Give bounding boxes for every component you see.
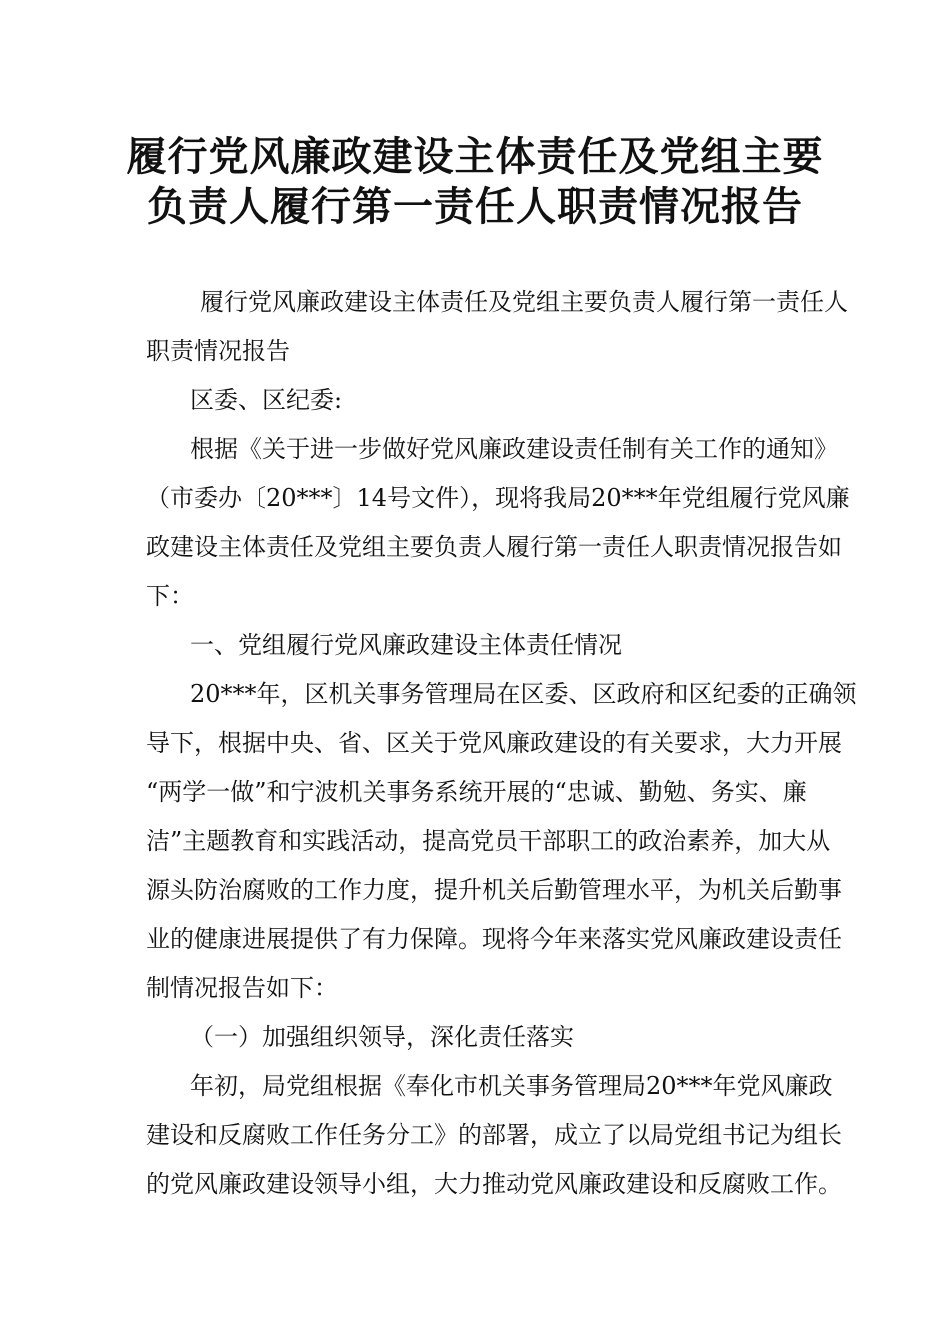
body-line-12: 洁”主题教育和实践活动，提高党员干部职工的政治素养，加大从 [146,827,831,855]
body-line-1: 履行党风廉政建设主体责任及党组主要负责人履行第一责任人 [200,288,848,316]
body-line-15: 制情况报告如下： [146,974,338,1002]
body-line-4: 根据《关于进一步做好党风廉政建设责任制有关工作的通知》 [190,435,838,463]
body-line-13: 源头防治腐败的工作力度，提升机关后勤管理水平，为机关后勤事 [146,876,842,904]
body-line-19: 的党风廉政建设领导小组，大力推动党风廉政建设和反腐败工作。 [146,1170,842,1198]
salutation: 区委、区纪委: [190,386,343,414]
body-line-10: 导下，根据中央、省、区关于党风廉政建设的有关要求，大力开展 [146,729,842,757]
body-line-18: 建设和反腐败工作任务分工》的部署，成立了以局党组书记为组长 [146,1121,842,1149]
body-line-7: 下： [146,582,194,610]
section-heading-1: 一、党组履行党风廉政建设主体责任情况 [190,631,622,659]
body-line-17: 年初，局党组根据《奉化市机关事务管理局20***年党风廉政 [190,1072,833,1100]
body-line-11: “两学一做”和宁波机关事务系统开展的“忠诚、勤勉、务实、廉 [146,778,807,806]
body-line-14: 业的健康进展提供了有力保障。现将今年来落实党风廉政建设责任 [146,925,842,953]
body-line-2: 职责情况报告 [146,337,290,365]
subsection-heading-1: （一）加强组织领导，深化责任落实 [190,1023,574,1051]
body-line-6: 政建设主体责任及党组主要负责人履行第一责任人职责情况报告如 [146,533,842,561]
document-title-line-1: 履行党风廉政建设主体责任及党组主要 [126,134,824,180]
body-line-5: （市委办〔20***〕14号文件），现将我局20***年党组履行党风廉 [146,484,850,512]
body-line-9: 20***年，区机关事务管理局在区委、区政府和区纪委的正确领 [190,680,857,708]
document-title-line-2: 负责人履行第一责任人职责情况报告 [147,184,803,230]
